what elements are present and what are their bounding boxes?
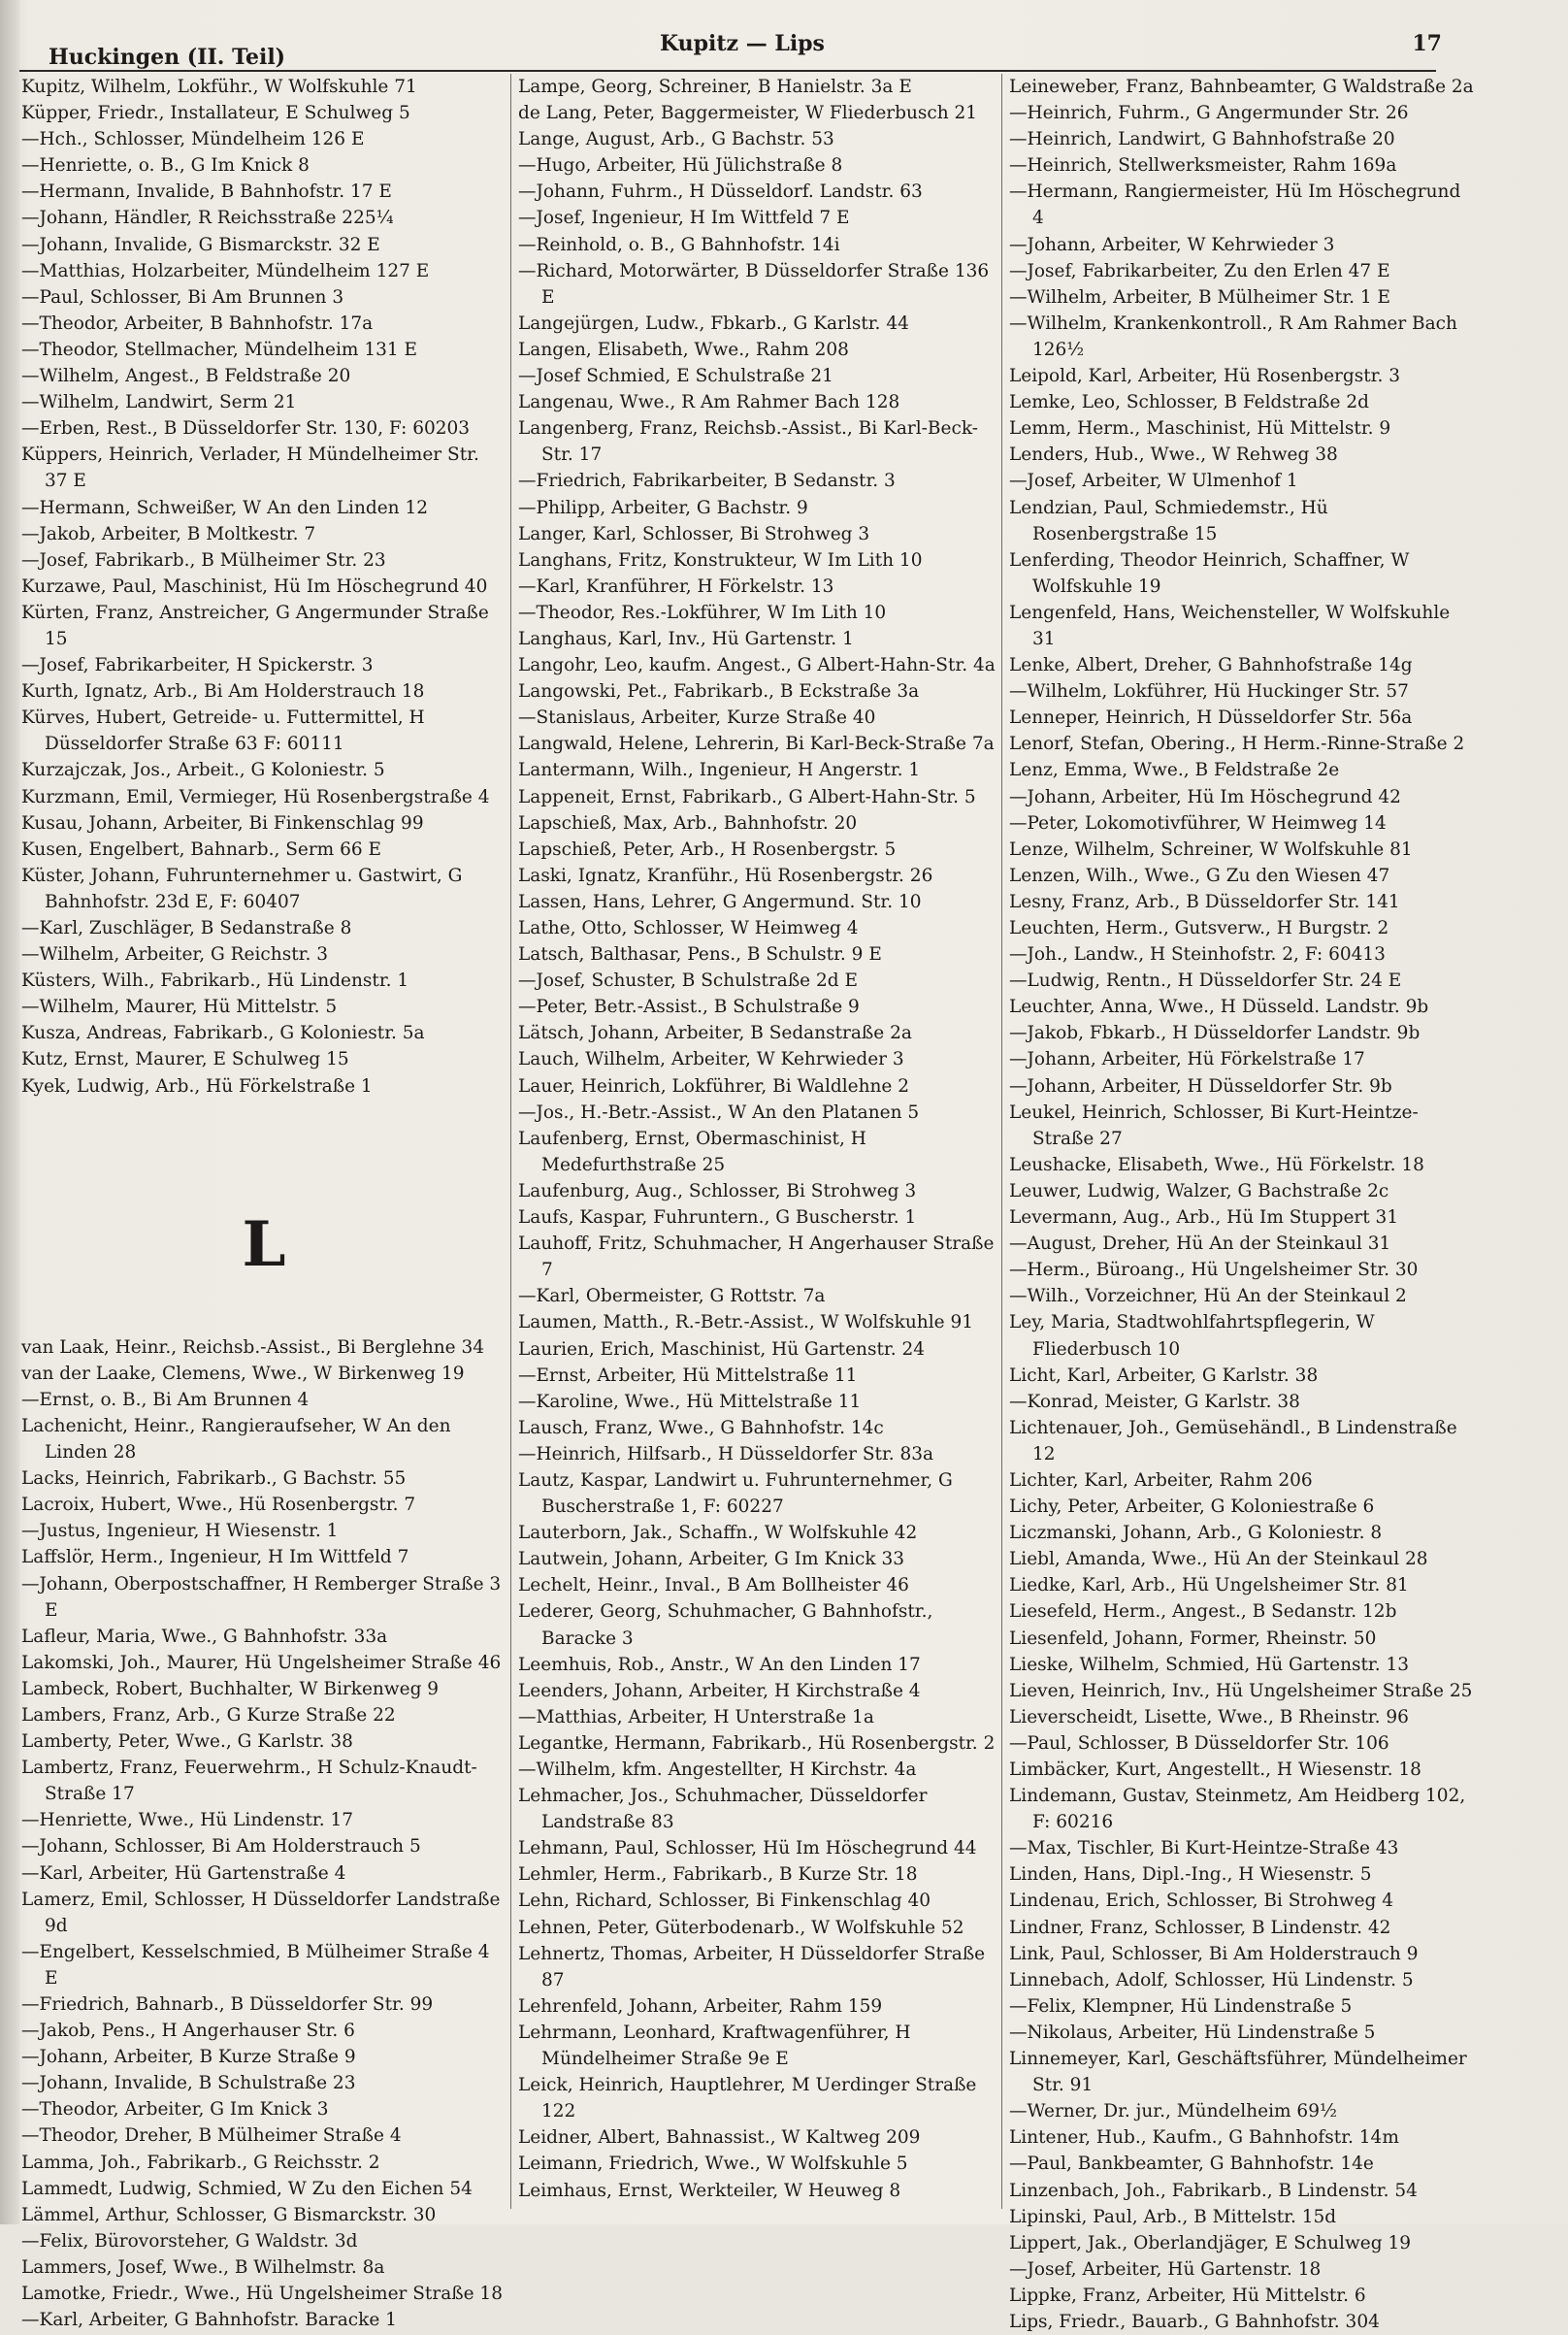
directory-entry: Lamma, Joh., Fabrikarb., G Reichsstr. 2	[21, 2152, 380, 2173]
directory-entry: Lappeneit, Ernst, Fabrikarb., G Albert-Hahn-Str. 5	[518, 786, 976, 807]
directory-entry: —Karl, Obermeister, G Rottstr. 7a	[518, 1286, 826, 1307]
column-1-bottom-entries	[21, 1334, 506, 2334]
directory-entry: —Jakob, Arbeiter, B Moltkestr. 7	[21, 523, 316, 544]
directory-entry: Lautz, Kaspar, Landwirt u. Fuhrunternehmer, G Buscherstraße 1, F: 60227	[518, 1469, 953, 1518]
column-divider	[1001, 74, 1002, 2209]
directory-entry: Lambers, Franz, Arb., G Kurze Straße 22	[21, 1704, 396, 1726]
binding-edge	[0, 0, 19, 2224]
directory-entry: Kusen, Engelbert, Bahnarb., Serm 66 E	[21, 839, 382, 860]
directory-entry: Langen, Elisabeth, Wwe., Rahm 208	[518, 339, 849, 360]
directory-entry: —Hermann, Schweißer, W An den Linden 12	[21, 497, 428, 518]
directory-entry: Leimhaus, Ernst, Werkteiler, W Heuweg 8	[518, 2180, 901, 2201]
directory-entry: Laufenburg, Aug., Schlosser, Bi Strohweg 3	[518, 1180, 917, 1201]
directory-entry: —Josef, Arbeiter, Hü Gartenstr. 18	[1009, 2258, 1322, 2280]
directory-entry: Langohr, Leo, kaufm. Angest., G Albert-Hahn-Str. 4a	[518, 655, 996, 676]
directory-entry: —Ernst, o. B., Bi Am Brunnen 4	[21, 1389, 310, 1410]
directory-entry: Laurien, Erich, Maschinist, Hü Gartenstr. 24	[518, 1338, 926, 1360]
directory-entry: Lausch, Franz, Wwe., G Bahnhofstr. 14c	[518, 1417, 884, 1438]
directory-entry: —Jakob, Pens., H Angerhauser Str. 6	[21, 2021, 355, 2042]
directory-entry: Ley, Maria, Stadtwohlfahrtspflegerin, W Fliederbusch 10	[1009, 1312, 1375, 1360]
directory-entry: Latsch, Balthasar, Pens., B Schulstr. 9 E	[518, 944, 882, 966]
directory-entry: —Wilh., Vorzeichner, Hü An der Steinkaul 2	[1009, 1286, 1407, 1307]
directory-entry: Lauer, Heinrich, Lokführer, Bi Waldlehne 2	[518, 1075, 910, 1097]
directory-entry: Küppers, Heinrich, Verlader, H Mündelheimer Str. 37 E	[21, 444, 479, 492]
directory-entry: —Engelbert, Kesselschmied, B Mülheimer Straße 4 E	[21, 1941, 490, 1989]
directory-entry: Langenau, Wwe., R Am Rahmer Bach 128	[518, 392, 900, 413]
directory-entry: Lautwein, Johann, Arbeiter, G Im Knick 33	[518, 1549, 905, 1570]
directory-entry: Legantke, Hermann, Fabrikarb., Hü Rosenbergstr. 2	[518, 1732, 996, 1754]
directory-entry: Lehmacher, Jos., Schuhmacher, Düsseldorfer Landstraße 83	[518, 1786, 928, 1833]
directory-entry: —Josef, Fabrikarbeiter, H Spickerstr. 3	[21, 655, 374, 676]
directory-entry: Lesny, Franz, Arb., B Düsseldorfer Str. 141	[1009, 891, 1400, 912]
page-header	[39, 25, 1442, 70]
column-divider	[510, 74, 511, 2209]
directory-entry: Link, Paul, Schlosser, Bi Am Holderstrauch 9	[1009, 1943, 1419, 1964]
directory-entry: Lenz, Emma, Wwe., B Feldstraße 2e	[1009, 760, 1340, 781]
directory-entry: Liebl, Amanda, Wwe., Hü An der Steinkaul 28	[1009, 1549, 1428, 1570]
directory-entry: —Johann, Arbeiter, Hü Im Höschegrund 42	[1009, 786, 1401, 807]
directory-entry: —Hermann, Invalide, B Bahnhofstr. 17 E	[21, 181, 392, 203]
directory-entry: —Joh., Landw., H Steinhofstr. 2, F: 60413	[1009, 944, 1386, 966]
directory-entry: Licht, Karl, Arbeiter, G Karlstr. 38	[1009, 1365, 1319, 1386]
directory-entry: Lichter, Karl, Arbeiter, Rahm 206	[1009, 1469, 1313, 1491]
directory-entry: Lehmann, Paul, Schlosser, Hü Im Höschegrund 44	[518, 1838, 977, 1859]
directory-entry: Lemke, Leo, Schlosser, B Feldstraße 2d	[1009, 392, 1369, 413]
directory-entry: —Philipp, Arbeiter, G Bachstr. 9	[518, 497, 808, 518]
directory-entry: —Hermann, Rangiermeister, Hü Im Höschegrund 4	[1009, 181, 1461, 229]
directory-entry: Lauch, Wilhelm, Arbeiter, W Kehrwieder 3	[518, 1049, 904, 1070]
directory-entry: Kürves, Hubert, Getreide- u. Futtermittel, H Düsseldorfer Straße 63 F: 60111	[21, 707, 425, 755]
directory-entry: Laski, Ignatz, Kranführ., Hü Rosenbergstr. 26	[518, 865, 933, 886]
directory-entry: Leemhuis, Rob., Anstr., W An den Linden 17	[518, 1654, 921, 1675]
directory-entry: Liczmanski, Johann, Arb., G Koloniestr. 8	[1009, 1523, 1383, 1544]
directory-entry: —Johann, Oberpostschaffner, H Remberger Straße 3 E	[21, 1573, 502, 1621]
directory-entry: —August, Dreher, Hü An der Steinkaul 31	[1009, 1233, 1391, 1255]
directory-entry: —Josef, Fabrikarbeiter, Zu den Erlen 47 E	[1009, 260, 1390, 281]
directory-entry: —Wilhelm, Arbeiter, G Reichstr. 3	[21, 944, 328, 966]
directory-entry: —Richard, Motorwärter, B Düsseldorfer Straße 136 E	[518, 260, 990, 308]
directory-entry: Lindemann, Gustav, Steinmetz, Am Heidberg 102, F: 60216	[1009, 1786, 1466, 1833]
directory-entry: Langejürgen, Ludw., Fbkarb., G Karlstr. 44	[518, 312, 909, 334]
directory-entry: —Karoline, Wwe., Hü Mittelstraße 11	[518, 1391, 862, 1412]
directory-entry: —Josef, Fabrikarb., B Mülheimer Str. 23	[21, 549, 386, 571]
directory-entry: Lippert, Jak., Oberlandjäger, E Schulweg 19	[1009, 2232, 1412, 2253]
directory-entry: Lauhoff, Fritz, Schuhmacher, H Angerhauser Straße 7	[518, 1233, 995, 1281]
directory-entry: Lenze, Wilhelm, Schreiner, W Wolfskuhle 81	[1009, 839, 1413, 860]
directory-entry: Langer, Karl, Schlosser, Bi Strohweg 3	[518, 523, 870, 544]
directory-entry: Kürten, Franz, Anstreicher, G Angermunder Straße 15	[21, 602, 489, 649]
directory-entry: Lauterborn, Jak., Schaffn., W Wolfskuhle 42	[518, 1523, 918, 1544]
directory-entry: Lacks, Heinrich, Fabrikarb., G Bachstr. 55	[21, 1468, 407, 1490]
directory-entry: Lehn, Richard, Schlosser, Bi Finkenschlag 40	[518, 1891, 931, 1912]
directory-entry: Leuchten, Herm., Gutsverw., H Burgstr. 2	[1009, 918, 1389, 938]
directory-entry: Leimann, Friedrich, Wwe., W Wolfskuhle 5	[518, 2154, 908, 2175]
directory-entry: Lenders, Hub., Wwe., W Rehweg 38	[1009, 444, 1338, 466]
directory-entry: van Laak, Heinr., Reichsb.-Assist., Bi Berglehne 34	[21, 1336, 485, 1358]
directory-entry: Leineweber, Franz, Bahnbeamter, G Waldstraße 2a	[1009, 77, 1474, 97]
directory-entry: Lipinski, Paul, Arb., B Mittelstr. 15d	[1009, 2206, 1337, 2227]
directory-entry: Kurth, Ignatz, Arb., Bi Am Holderstrauch 18	[21, 681, 425, 703]
directory-entry: —Karl, Arbeiter, Hü Gartenstraße 4	[21, 1862, 346, 1884]
directory-entry: Limbäcker, Kurt, Angestellt., H Wiesenstr. 18	[1009, 1759, 1421, 1780]
directory-entry: —Josef, Schuster, B Schulstraße 2d E	[518, 970, 859, 992]
directory-entry: Lamotke, Friedr., Wwe., Hü Ungelsheimer Straße 18	[21, 2284, 503, 2305]
directory-entry: Lachenicht, Heinr., Rangieraufseher, W An den Linden 28	[21, 1415, 451, 1463]
directory-entry: Lenzen, Wilh., Wwe., G Zu den Wiesen 47	[1009, 865, 1390, 886]
directory-entry: Küpper, Friedr., Installateur, E Schulweg 5	[21, 103, 410, 124]
directory-entry: Lippke, Franz, Arbeiter, Hü Mittelstr. 6	[1009, 2285, 1366, 2306]
directory-entry: —Felix, Klempner, Hü Lindenstraße 5	[1009, 1995, 1353, 2017]
directory-entry: Lammedt, Ludwig, Schmied, W Zu den Eichen 54	[21, 2178, 473, 2199]
directory-entry: Küsters, Wilh., Fabrikarb., Hü Lindenstr. 1	[21, 970, 409, 992]
directory-entry: —Josef, Ingenieur, H Im Wittfeld 7 E	[518, 208, 850, 229]
directory-entry: Langowski, Pet., Fabrikarb., B Eckstraße 3a	[518, 681, 920, 703]
directory-entry: Liedke, Karl, Arb., Hü Ungelsheimer Str. 81	[1009, 1575, 1409, 1596]
directory-entry: —Wilhelm, Krankenkontroll., R Am Rahmer Bach 126½	[1009, 312, 1457, 360]
column-1-top-entries	[21, 74, 506, 1100]
directory-entry: Lieven, Heinrich, Inv., Hü Ungelsheimer Straße 25	[1009, 1680, 1473, 1701]
directory-entry: —Ernst, Arbeiter, Hü Mittelstraße 11	[518, 1365, 858, 1386]
directory-entry: —Johann, Schlosser, Bi Am Holderstrauch 5	[21, 1836, 421, 1858]
directory-entry: Lehrenfeld, Johann, Arbeiter, Rahm 159	[518, 1995, 883, 2017]
directory-entry: —Heinrich, Stellwerksmeister, Rahm 169a	[1009, 155, 1397, 177]
directory-entry: —Wilhelm, Arbeiter, B Mülheimer Str. 1 E	[1009, 286, 1391, 308]
directory-entry: Lammers, Josef, Wwe., B Wilhelmstr. 8a	[21, 2256, 385, 2278]
directory-entry: —Friedrich, Bahnarb., B Düsseldorfer Str. 99	[21, 1994, 434, 2015]
directory-entry: —Johann, Arbeiter, H Düsseldorfer Str. 9b	[1009, 1075, 1392, 1097]
directory-entry: Lambeck, Robert, Buchhalter, W Birkenweg 9	[21, 1678, 440, 1699]
directory-entry: Leipold, Karl, Arbeiter, Hü Rosenbergstr. 3	[1009, 366, 1400, 387]
directory-entry: —Stanislaus, Arbeiter, Kurze Straße 40	[518, 707, 876, 729]
directory-entry: —Paul, Schlosser, B Düsseldorfer Str. 106	[1009, 1732, 1389, 1754]
directory-entry: —Wilhelm, Lokführer, Hü Huckinger Str. 57	[1009, 681, 1409, 703]
column-2	[518, 74, 996, 2209]
directory-entry: —Paul, Bankbeamter, G Bahnhofstr. 14e	[1009, 2154, 1374, 2175]
directory-entry: Leukel, Heinrich, Schlosser, Bi Kurt-Heintze-Straße 27	[1009, 1102, 1419, 1149]
directory-entry: —Justus, Ingenieur, H Wiesenstr. 1	[21, 1521, 339, 1542]
page-number: 17	[1412, 31, 1442, 56]
directory-entry: —Karl, Arbeiter, G Bahnhofstr. Baracke 1	[21, 2310, 397, 2331]
directory-entry: Lakomski, Joh., Maurer, Hü Ungelsheimer Straße 46	[21, 1652, 502, 1673]
directory-entry: Lapschieß, Max, Arb., Bahnhofstr. 20	[518, 812, 858, 834]
directory-entry: Lehnertz, Thomas, Arbeiter, H Düsseldorfer Straße 87	[518, 1943, 986, 1990]
directory-entry: —Werner, Dr. jur., Mündelheim 69½	[1009, 2101, 1337, 2122]
header-rule	[19, 70, 1436, 72]
directory-entry: Lenneper, Heinrich, H Düsseldorfer Str. 56a	[1009, 707, 1413, 729]
directory-entry: Leick, Heinrich, Hauptlehrer, M Uerdinger Straße 122	[518, 2075, 977, 2122]
directory-entry: Lämmel, Arthur, Schlosser, G Bismarckstr. 30	[21, 2204, 437, 2225]
directory-entry: Liesenfeld, Johann, Former, Rheinstr. 50	[1009, 1628, 1377, 1649]
directory-entry: Lengenfeld, Hans, Weichensteller, W Wolfskuhle 31	[1009, 602, 1451, 649]
header-range: Kupitz — Lips	[660, 31, 825, 56]
directory-entry: Leenders, Johann, Arbeiter, H Kirchstraße 4	[518, 1680, 921, 1701]
header-district: Huckingen (II. Teil)	[49, 45, 286, 70]
directory-entry: —Karl, Zuschläger, B Sedanstraße 8	[21, 918, 352, 938]
column-3	[1009, 74, 1475, 2332]
directory-entry: Leuchter, Anna, Wwe., H Düsseld. Landstr. 9b	[1009, 997, 1429, 1018]
directory-entry: Laumen, Matth., R.-Betr.-Assist., W Wolfskuhle 91	[518, 1312, 973, 1333]
directory-entry: —Karl, Kranführer, H Förkelstr. 13	[518, 576, 834, 597]
directory-entry: Lemm, Herm., Maschinist, Hü Mittelstr. 9	[1009, 418, 1391, 440]
directory-entry: —Johann, Fuhrm., H Düsseldorf. Landstr. 63	[518, 181, 923, 203]
directory-entry: —Konrad, Meister, G Karlstr. 38	[1009, 1391, 1300, 1412]
column-3-entries	[1009, 74, 1475, 2335]
directory-entry: —Heinrich, Hilfsarb., H Düsseldorfer Str. 83a	[518, 1443, 934, 1464]
directory-entry: Kutz, Ernst, Maurer, E Schulweg 15	[21, 1049, 349, 1070]
directory-entry: Lathe, Otto, Schlosser, W Heimweg 4	[518, 918, 859, 938]
directory-entry: Laufenberg, Ernst, Obermaschinist, H Medefurthstraße 25	[518, 1128, 866, 1175]
directory-entry: Leushacke, Elisabeth, Wwe., Hü Förkelstr. 18	[1009, 1154, 1424, 1175]
directory-entry: Lendzian, Paul, Schmiedemstr., Hü Rosenbergstraße 15	[1009, 497, 1328, 544]
directory-entry: Lassen, Hans, Lehrer, G Angermund. Str. 10	[518, 891, 922, 912]
directory-entry: Lapschieß, Peter, Arb., H Rosenbergstr. 5	[518, 839, 897, 860]
directory-entry: —Johann, Invalide, G Bismarckstr. 32 E	[21, 234, 380, 255]
directory-entry: Lieverscheidt, Lisette, Wwe., B Rheinstr. 96	[1009, 1706, 1409, 1727]
directory-entry: Lamerz, Emil, Schlosser, H Düsseldorfer Landstraße 9d	[21, 1889, 501, 1936]
directory-entry: —Theodor, Dreher, B Mülheimer Straße 4	[21, 2125, 402, 2147]
directory-entry: Langhaus, Karl, Inv., Hü Gartenstr. 1	[518, 628, 854, 649]
directory-entry: Kurzawe, Paul, Maschinist, Hü Im Höschegrund 40	[21, 576, 488, 597]
directory-entry: —Theodor, Arbeiter, G Im Knick 3	[21, 2099, 329, 2121]
directory-entry: —Felix, Bürovorsteher, G Waldstr. 3d	[21, 2230, 358, 2252]
directory-entry: Laffslör, Herm., Ingenieur, H Im Wittfeld 7	[21, 1547, 409, 1568]
directory-entry: —Peter, Lokomotivführer, W Heimweg 14	[1009, 812, 1387, 834]
directory-entry: Laufs, Kaspar, Fuhruntern., G Buscherstr. 1	[518, 1207, 917, 1229]
directory-entry: —Paul, Schlosser, Bi Am Brunnen 3	[21, 286, 344, 308]
directory-entry: Lehnen, Peter, Güterbodenarb., W Wolfskuhle 52	[518, 1917, 964, 1938]
directory-entry: Kurzmann, Emil, Vermieger, Hü Rosenbergstraße 4	[21, 786, 490, 807]
directory-entry: Kusau, Johann, Arbeiter, Bi Finkenschlag 99	[21, 812, 424, 834]
directory-entry: —Heinrich, Fuhrm., G Angermunder Str. 26	[1009, 103, 1409, 124]
directory-entry: Lange, August, Arb., G Bachstr. 53	[518, 129, 834, 150]
directory-entry: —Wilhelm, Maurer, Hü Mittelstr. 5	[21, 997, 338, 1018]
directory-entry: Lehmler, Herm., Fabrikarb., B Kurze Str. 18	[518, 1864, 918, 1886]
directory-entry: —Erben, Rest., B Düsseldorfer Str. 130, F: 60203	[21, 418, 471, 440]
directory-entry: —Matthias, Holzarbeiter, Mündelheim 127 E	[21, 260, 430, 281]
directory-entry: Linnebach, Adolf, Schlosser, Hü Lindenstr. 5	[1009, 1969, 1414, 1990]
directory-entry: Lechelt, Heinr., Inval., B Am Bollheister 46	[518, 1575, 909, 1596]
directory-entry: Lamberty, Peter, Wwe., G Karlstr. 38	[21, 1731, 353, 1753]
directory-entry: Langenberg, Franz, Reichsb.-Assist., Bi Karl-Beck-Str. 17	[518, 418, 978, 466]
directory-entry: Küster, Johann, Fuhrunternehmer u. Gastwirt, G Bahnhofstr. 23d E, F: 60407	[21, 865, 463, 912]
directory-entry: Linnemeyer, Karl, Geschäftsführer, Mündelheimer Str. 91	[1009, 2049, 1467, 2096]
directory-entry: —Johann, Händler, R Reichsstraße 225¼	[21, 208, 394, 229]
directory-entry: van der Laake, Clemens, Wwe., W Birkenweg 19	[21, 1363, 465, 1384]
directory-entry: —Ludwig, Rentn., H Düsseldorfer Str. 24 E	[1009, 970, 1402, 992]
directory-entry: Kyek, Ludwig, Arb., Hü Förkelstraße 1	[21, 1075, 373, 1097]
directory-entry: Lips, Friedr., Bauarb., G Bahnhofstr. 304	[1009, 2311, 1380, 2332]
directory-entry: Lenke, Albert, Dreher, G Bahnhofstraße 14g	[1009, 655, 1413, 676]
directory-entry: —Peter, Betr.-Assist., B Schulstraße 9	[518, 997, 860, 1018]
directory-entry: —Friedrich, Fabrikarbeiter, B Sedanstr. 3	[518, 471, 896, 492]
directory-entry: Langhans, Fritz, Konstrukteur, W Im Lith 10	[518, 549, 923, 571]
directory-entry: —Wilhelm, Landwirt, Serm 21	[21, 392, 297, 413]
directory-entry: Lichtenauer, Joh., Gemüsehändl., B Lindenstraße 12	[1009, 1417, 1457, 1464]
directory-entry: —Johann, Invalide, B Schulstraße 23	[21, 2073, 356, 2094]
directory-entry: —Josef, Arbeiter, W Ulmenhof 1	[1009, 471, 1298, 492]
directory-entry: —Johann, Arbeiter, W Kehrwieder 3	[1009, 234, 1335, 255]
section-letter: L	[242, 1207, 286, 1281]
directory-entry: —Henriette, o. B., G Im Knick 8	[21, 155, 310, 177]
directory-entry: —Nikolaus, Arbeiter, Hü Lindenstraße 5	[1009, 2022, 1376, 2043]
directory-entry: —Theodor, Res.-Lokführer, W Im Lith 10	[518, 602, 887, 623]
directory-entry: Lampe, Georg, Schreiner, B Hanielstr. 3a E	[518, 77, 912, 97]
directory-entry: —Herm., Büroang., Hü Ungelsheimer Str. 30	[1009, 1260, 1419, 1281]
directory-entry: —Wilhelm, kfm. Angestellter, H Kirchstr. 4a	[518, 1759, 917, 1780]
directory-entry: Lantermann, Wilh., Ingenieur, H Angerstr. 1	[518, 760, 921, 781]
directory-entry: Linzenbach, Joh., Fabrikarb., B Lindenstr. 54	[1009, 2180, 1418, 2201]
column-1	[21, 74, 506, 2331]
directory-entry: —Hugo, Arbeiter, Hü Jülichstraße 8	[518, 155, 843, 177]
directory-entry: —Reinhold, o. B., G Bahnhofstr. 14i	[518, 234, 840, 255]
directory-entry: —Wilhelm, Angest., B Feldstraße 20	[21, 366, 351, 387]
directory-entry: —Matthias, Arbeiter, H Unterstraße 1a	[518, 1706, 874, 1727]
directory-entry: Langwald, Helene, Lehrerin, Bi Karl-Beck-Straße 7a	[518, 734, 995, 755]
directory-entry: Lindenau, Erich, Schlosser, Bi Strohweg 4	[1009, 1891, 1394, 1912]
directory-entry: —Johann, Arbeiter, Hü Förkelstraße 17	[1009, 1049, 1365, 1070]
directory-entry: —Josef Schmied, E Schulstraße 21	[518, 366, 833, 387]
directory-entry: Lieske, Wilhelm, Schmied, Hü Gartenstr. 13	[1009, 1654, 1410, 1675]
directory-entry: —Henriette, Wwe., Hü Lindenstr. 17	[21, 1810, 354, 1831]
directory-entry: Lacroix, Hubert, Wwe., Hü Rosenbergstr. 7	[21, 1495, 416, 1516]
directory-entry: —Heinrich, Landwirt, G Bahnhofstraße 20	[1009, 129, 1395, 150]
directory-entry: Lenorf, Stefan, Obering., H Herm.-Rinne-Straße 2	[1009, 734, 1465, 755]
directory-entry: —Johann, Arbeiter, B Kurze Straße 9	[21, 2047, 356, 2068]
directory-entry: —Hch., Schlosser, Mündelheim 126 E	[21, 129, 365, 150]
directory-entry: Lichy, Peter, Arbeiter, G Koloniestraße 6	[1009, 1496, 1375, 1518]
directory-entry: —Theodor, Arbeiter, B Bahnhofstr. 17a	[21, 312, 374, 334]
directory-entry: Leuwer, Ludwig, Walzer, G Bachstraße 2c	[1009, 1180, 1389, 1201]
directory-entry: Linden, Hans, Dipl.-Ing., H Wiesenstr. 5	[1009, 1864, 1372, 1886]
directory-entry: —Theodor, Stellmacher, Mündelheim 131 E	[21, 339, 418, 360]
directory-entry: Lederer, Georg, Schuhmacher, G Bahnhofstr., Baracke 3	[518, 1601, 933, 1649]
directory-entry: —Max, Tischler, Bi Kurt-Heintze-Straße 43	[1009, 1838, 1399, 1859]
directory-entry: Lindner, Franz, Schlosser, B Lindenstr. 42	[1009, 1917, 1391, 1938]
directory-entry: —Jakob, Fbkarb., H Düsseldorfer Landstr. 9b	[1009, 1023, 1421, 1044]
directory-entry: Levermann, Aug., Arb., Hü Im Stuppert 31	[1009, 1207, 1399, 1229]
directory-entry: —Jos., H.-Betr.-Assist., W An den Platanen 5	[518, 1102, 920, 1123]
directory-entry: Liesefeld, Herm., Angest., B Sedanstr. 12b	[1009, 1601, 1397, 1623]
directory-entry: Kusza, Andreas, Fabrikarb., G Koloniestr. 5a	[21, 1023, 425, 1044]
directory-entry: de Lang, Peter, Baggermeister, W Fliederbusch 21	[518, 103, 978, 124]
column-2-entries	[518, 74, 996, 2204]
directory-entry: Kurzajczak, Jos., Arbeit., G Koloniestr. 5	[21, 760, 385, 781]
directory-entry: Lambertz, Franz, Feuerwehrm., H Schulz-Knaudt-Straße 17	[21, 1758, 477, 1805]
directory-entry: Lafleur, Maria, Wwe., G Bahnhofstr. 33a	[21, 1626, 388, 1647]
directory-entry: Lintener, Hub., Kaufm., G Bahnhofstr. 14m	[1009, 2127, 1399, 2149]
directory-entry: Lehrmann, Leonhard, Kraftwagenführer, H Mündelheimer Straße 9e E	[518, 2022, 911, 2070]
directory-entry: Kupitz, Wilhelm, Lokführ., W Wolfskuhle 71	[21, 77, 417, 97]
directory-entry: Lenferding, Theodor Heinrich, Schaffner, W Wolfskuhle 19	[1009, 549, 1410, 597]
directory-entry: Lätsch, Johann, Arbeiter, B Sedanstraße 2a	[518, 1023, 912, 1044]
directory-entry: Leidner, Albert, Bahnassist., W Kaltweg 209	[518, 2127, 921, 2149]
